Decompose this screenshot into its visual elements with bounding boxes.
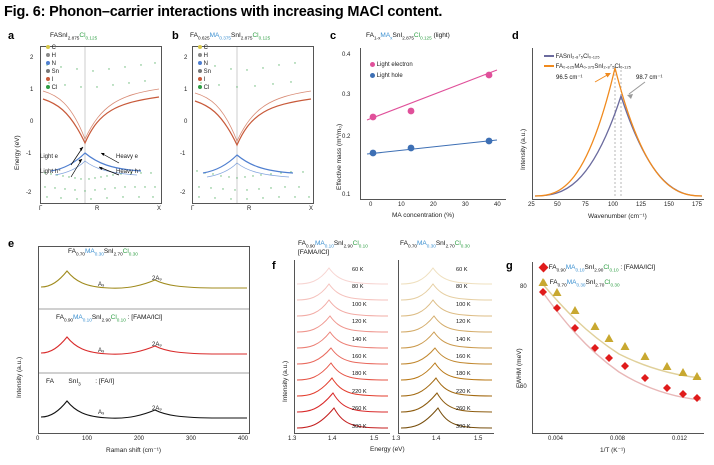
panel-d-ann-965: 96.5 cm⁻¹ <box>556 75 583 81</box>
panel-a-ytick-0: 0 <box>30 119 34 125</box>
panel-a-ann-light-h: Light h⁺ <box>40 169 62 175</box>
panel-a-legend: C H N Sn I Cl <box>46 44 59 92</box>
panel-d-ylabel: Intensity (a.u.) <box>520 128 527 170</box>
panel-f-left-xtick-14: 1.4 <box>328 436 337 442</box>
panel-d-xlabel: Wavenumber (cm⁻¹) <box>588 213 647 220</box>
panel-c-xtick-40: 40 <box>494 202 501 208</box>
panel-g <box>506 238 712 460</box>
panel-c-ytick-04: 0.4 <box>342 52 351 58</box>
panel-f-left-temp-labels: 60 K 80 K 100 K 120 K 140 K 160 K 180 K 220 K 260 K 300 K <box>352 267 367 430</box>
panel-f-right-temp-labels: 60 K 80 K 100 K 120 K 140 K 160 K 180 K 220 K 260 K 300 K <box>456 267 471 430</box>
panel-b-xtick-r: R <box>247 206 252 212</box>
panel-e-trace2-peak-ag: A₉ <box>98 348 105 354</box>
panel-g-legend-item-2: $FA_{0.70}MA_{0.30}SnI_{2.70}Cl_{0.30}$ <box>540 277 655 290</box>
panel-a-title: $FASnI_{2.875}Cl_{0.125}$ <box>50 32 98 41</box>
panel-g-ytick-80: 80 <box>520 284 527 290</box>
triangle-marker-icon <box>540 279 548 286</box>
panel-e-trace1-peak-2ag: 2A₉ <box>152 276 162 282</box>
panel-a-ytick-2: 2 <box>30 55 34 61</box>
panel-f-right-xtick-13: 1.3 <box>392 436 401 442</box>
panel-c-xtick-30: 30 <box>462 202 469 208</box>
panel-e-trace2-formula: $FA_{0.90}MA_{0.10}SnI_{2.90}Cl_{0.10}$ : [FAMA/ICl] <box>56 314 163 323</box>
panel-d-xtick-125: 125 <box>636 202 647 208</box>
panel-a-ytick-1: 1 <box>30 87 34 93</box>
panel-d-xtick-25: 25 <box>528 202 535 208</box>
panel-d <box>512 30 712 228</box>
figure-title: Fig. 6: Phonon–carrier interactions with increasing MACl content. <box>4 4 443 20</box>
panel-f-xlabel: Energy (eV) <box>370 446 405 453</box>
panel-c-label: c <box>330 30 337 42</box>
panel-b <box>172 30 328 228</box>
panel-g-label: g <box>506 260 513 272</box>
panel-g-xtick-0004: 0.004 <box>548 436 564 442</box>
panel-f-ylabel: Intensity (a.u.) <box>282 360 289 402</box>
panel-g-xlabel: 1/T (K⁻¹) <box>600 447 626 454</box>
panel-d-xtick-50: 50 <box>554 202 561 208</box>
panel-d-xtick-100: 100 <box>608 202 619 208</box>
panel-d-legend: FASnI₂.₈⁷₅Cl₀.₁₂₅ FA₀.₆₂₅MA₀.₃₇₅SnI₂.₈⁷₅Cl₀.₁₂₅ <box>544 52 631 72</box>
panel-e-xtick-200: 200 <box>134 436 145 442</box>
panel-e <box>6 238 266 460</box>
panel-a-xtick-r: R <box>95 206 100 212</box>
panel-c <box>330 30 512 228</box>
panel-a-ytick-m1: -1 <box>26 151 32 157</box>
panel-a-ytick-m2: -2 <box>26 190 32 196</box>
panel-e-trace2-peak-2ag: 2A₉ <box>152 342 162 348</box>
panel-e-xlabel: Raman shift (cm⁻¹) <box>106 447 162 454</box>
panel-a-ann-light-e: Light e <box>40 154 59 160</box>
panel-c-xtick-20: 20 <box>430 202 437 208</box>
diamond-marker-icon <box>539 262 549 272</box>
panel-d-xtick-150: 150 <box>664 202 675 208</box>
panel-f-left-xtick-13: 1.3 <box>288 436 297 442</box>
panel-e-xtick-0: 0 <box>36 436 40 442</box>
panel-f-right-title: $FA_{0.70}MA_{0.30}SnI_{2.70}Cl_{0.30}$ <box>400 240 470 249</box>
panel-b-title: $FA_{0.625}MA_{0.375}SnI_{2.875}Cl_{0.125}$ <box>190 32 271 41</box>
panel-a-ann-heavy-e: Heavy e <box>116 154 139 160</box>
panel-b-ytick-1: 1 <box>184 87 188 93</box>
panel-e-xtick-400: 400 <box>238 436 249 442</box>
panel-e-xtick-300: 300 <box>186 436 197 442</box>
panel-f-left-xtick-15: 1.5 <box>370 436 379 442</box>
panel-e-ylabel: Intensity (a.u.) <box>16 356 23 398</box>
panel-a <box>6 30 166 228</box>
panel-b-xtick-gamma: Γ <box>191 206 195 212</box>
panel-c-ytick-01: 0.1 <box>342 192 351 198</box>
panel-a-xtick-x: X <box>157 206 162 212</box>
panel-c-xlabel: MA concentration (%) <box>392 212 455 219</box>
panel-e-trace3-formula: FA SnI$_3$ : [FA/I] <box>46 378 114 387</box>
panel-b-ytick-m1: -1 <box>180 151 186 157</box>
panel-c-title: $FA_{1-x}MA_xSnI_{2.875}Cl_{0.125}$ (light) <box>366 32 450 41</box>
panel-d-ann-987: 98.7 cm⁻¹ <box>636 75 663 81</box>
panel-b-xtick-x: X <box>309 206 314 212</box>
panel-g-legend <box>540 262 655 291</box>
panel-g-ylabel: FWHM (meV) <box>516 348 523 388</box>
panel-f-right-xtick-15: 1.5 <box>474 436 483 442</box>
panel-g-xtick-0012: 0.012 <box>672 436 688 442</box>
panel-f-left-subtitle: [FAMA/ICl] <box>298 249 330 256</box>
panel-g-xtick-0008: 0.008 <box>610 436 626 442</box>
panel-a-label: a <box>8 30 15 42</box>
panel-b-label: b <box>172 30 179 42</box>
panel-a-xtick-gamma: Γ <box>39 206 43 212</box>
panel-c-xtick-0: 0 <box>369 202 373 208</box>
panel-f-label: f <box>272 260 276 272</box>
panel-f-left-plot <box>294 260 390 434</box>
panel-a-ylabel: Energy (eV) <box>14 135 21 170</box>
panel-e-trace1-peak-ag: A₉ <box>98 282 105 288</box>
panel-e-plot <box>38 246 250 434</box>
panel-f-right-plot <box>398 260 494 434</box>
panel-f-left-title: $FA_{0.90}MA_{0.10}SnI_{2.90}Cl_{0.10}$ <box>298 240 368 249</box>
panel-b-legend: C H N Sn I Cl <box>198 44 211 92</box>
panel-f-right-xtick-14: 1.4 <box>432 436 441 442</box>
panel-d-xtick-175: 175 <box>692 202 703 208</box>
panel-c-ylabel: Effective mass (m*/m₀) <box>336 123 343 190</box>
panel-e-xtick-100: 100 <box>82 436 93 442</box>
panel-c-ytick-03: 0.3 <box>342 92 351 98</box>
panel-e-trace3-peak-2ag: 2A₉ <box>152 406 162 412</box>
panel-a-ann-heavy-h: Heavy h⁺ <box>116 169 142 175</box>
panel-e-label: e <box>8 238 15 250</box>
panel-c-ytick-02: 0.2 <box>342 134 351 140</box>
panel-d-xtick-75: 75 <box>582 202 589 208</box>
panel-b-ytick-0: 0 <box>184 119 188 125</box>
panel-g-legend-item-1: $FA_{0.90}MA_{0.10}SnI_{2.90}Cl_{0.10}$ : [FAMA/ICl] <box>540 262 655 275</box>
panel-c-legend: Light electron Light hole <box>370 60 413 82</box>
panel-c-xtick-10: 10 <box>398 202 405 208</box>
panel-e-trace3-peak-ag: A₉ <box>98 410 105 416</box>
panel-d-label: d <box>512 30 519 42</box>
panel-e-trace1-formula: $FA_{0.70}MA_{0.30}SnI_{2.70}Cl_{0.30}$ <box>68 248 138 257</box>
panel-f <box>272 238 500 460</box>
panel-g-ytick-60: 60 <box>520 384 527 390</box>
panel-b-ytick-2: 2 <box>184 55 188 61</box>
panel-b-ytick-m2: -2 <box>180 190 186 196</box>
